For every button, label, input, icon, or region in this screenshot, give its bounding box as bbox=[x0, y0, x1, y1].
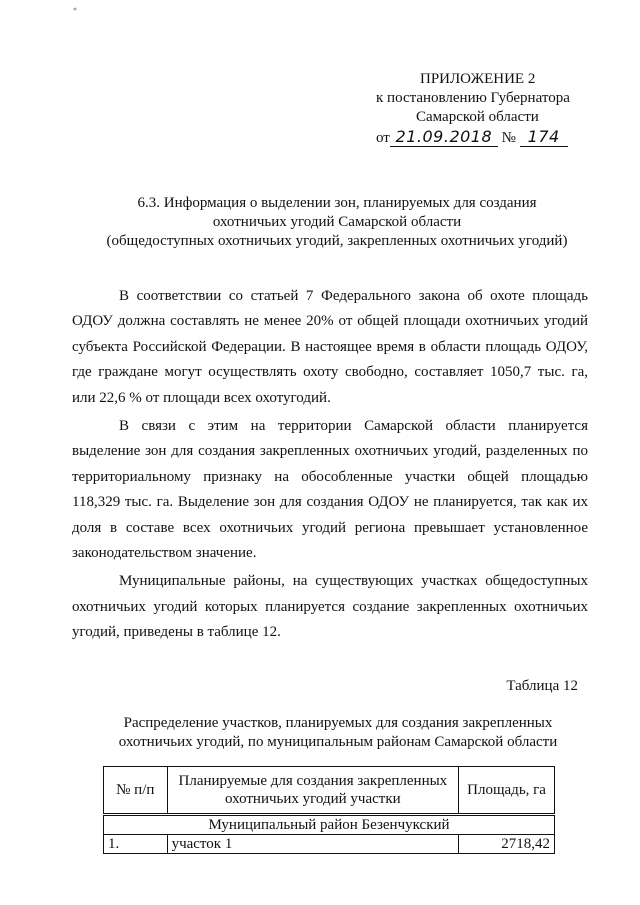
table-row bbox=[104, 835, 555, 854]
appendix-block bbox=[376, 70, 616, 148]
row-number: 1. bbox=[104, 835, 168, 854]
distribution-table bbox=[103, 766, 555, 854]
table-title bbox=[88, 714, 588, 752]
table-group-row bbox=[104, 815, 555, 835]
appendix-region-line: Самарской области bbox=[416, 109, 539, 125]
page-mark: * bbox=[73, 6, 77, 15]
from-label: от bbox=[376, 130, 390, 146]
table-title-line-1: Распределение участков, планируемых для создания закрепленных bbox=[123, 715, 553, 731]
appendix-decree-line: к постановлению Губернатора bbox=[376, 90, 570, 106]
header-area: Площадь, га bbox=[459, 767, 555, 815]
row-plot: участок 1 bbox=[167, 835, 459, 854]
paragraph-3: Муниципальные районы, на существующих участках общедоступных охотничьих угодий которых планируется создание закрепленных охотничьих угодий, приведены в таблице 12. bbox=[72, 573, 588, 641]
paragraph-1: В соответствии со статьей 7 Федерального закона об охоте площадь ОДОУ должна составлять не менее 20% от общей площади охотничьих угодий субъекта Российской Федерации. В настоящее время в области площадь ОДОУ, где граждане могут осуществлять охоту свободно, составляет 1050,7 тыс. га, или 22,6 % от площади всех охотугодий. bbox=[72, 288, 588, 406]
header-number: № п/п bbox=[104, 767, 168, 815]
appendix-date-line bbox=[376, 127, 616, 148]
body-text bbox=[72, 284, 588, 649]
number-label: № bbox=[501, 130, 516, 146]
group-district: Муниципальный район Безенчукский bbox=[104, 815, 555, 835]
section-title-line-2: охотничьих угодий Самарской области bbox=[212, 214, 462, 230]
paragraph-2: В связи с этим на территории Самарской области планируется выделение зон для создания закрепленных охотничьих угодий, разделенных по территориальному признаку на обособленные участки общей площадью 118,329 тыс. га. Выделение зон для создания ОДОУ не планируется, так как их доля в составе всех охотничьих угодий региона превышает установленное законодательством значение. bbox=[72, 418, 588, 562]
appendix-title: ПРИЛОЖЕНИЕ 2 bbox=[420, 71, 536, 87]
section-title-line-1: 6.3. Информация о выделении зон, планируемых для создания bbox=[137, 195, 537, 211]
handwritten-date: 21.09.2018 bbox=[390, 127, 498, 147]
row-area: 2718,42 bbox=[459, 835, 555, 854]
table-title-line-2: охотничьих угодий, по муниципальным районам Самарской области bbox=[118, 734, 558, 750]
table-caption: Таблица 12 bbox=[506, 678, 578, 694]
handwritten-number: 174 bbox=[520, 127, 568, 147]
section-title-line-3: (общедоступных охотничьих угодий, закрепленных охотничьих угодий) bbox=[106, 233, 568, 249]
section-title bbox=[90, 194, 584, 251]
header-plots: Планируемые для создания закрепленных охотничьих угодий участки bbox=[167, 767, 459, 815]
table-header-row bbox=[104, 767, 555, 815]
